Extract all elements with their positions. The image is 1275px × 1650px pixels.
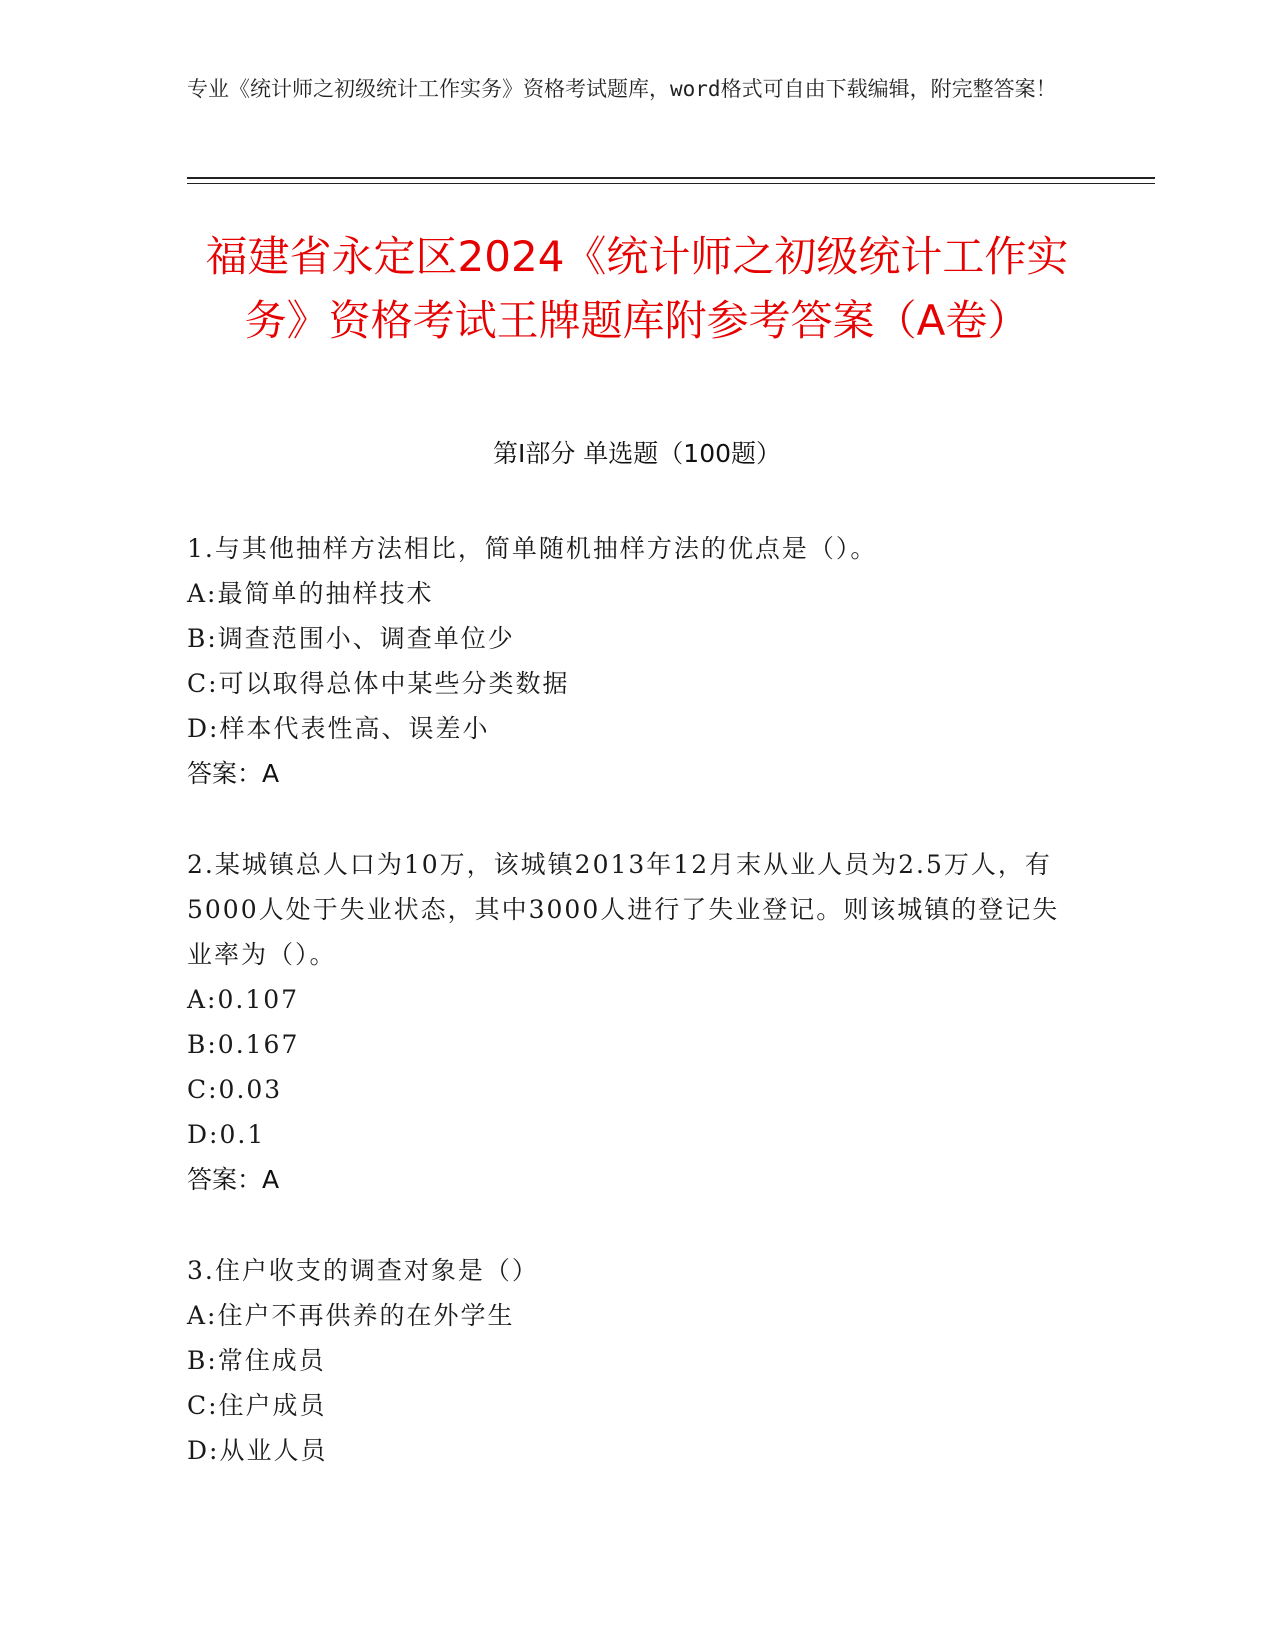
question-1	[187, 526, 1067, 796]
answer-line	[187, 1157, 1067, 1202]
question-stem: 3.住户收支的调查对象是（）	[187, 1256, 539, 1285]
option-d: D:0.1	[187, 1120, 266, 1149]
question-stem: 2.某城镇总人口为10万，该城镇2013年12月末从业人员为2.5万人，有5000人处于失业状态，其中3000人进行了失业登记。则该城镇的登记失业率为（）。	[187, 850, 1060, 969]
header-divider-thin	[187, 183, 1155, 184]
option-a: A:0.107	[187, 985, 300, 1014]
option-b: B:常住成员	[187, 1346, 326, 1375]
answer-label: 答案：	[187, 759, 263, 788]
option-b: B:调查范围小、调查单位少	[187, 624, 515, 653]
question-list	[187, 526, 1067, 1519]
document-title: 福建省永定区2024《统计师之初级统计工作实务》资格考试王牌题库附参考答案（A卷）	[205, 232, 1069, 345]
answer-value: A	[262, 1165, 280, 1194]
question-3	[187, 1248, 1067, 1473]
section-heading: 第Ⅰ部分 单选题（100题）	[492, 439, 782, 468]
question-stem: 1.与其他抽样方法相比，简单随机抽样方法的优点是（）。	[187, 534, 878, 563]
option-d: D:从业人员	[187, 1436, 328, 1465]
option-d: D:样本代表性高、误差小	[187, 714, 490, 743]
option-b: B:0.167	[187, 1030, 300, 1059]
answer-label: 答案：	[187, 1165, 263, 1194]
option-a: A:住户不再供养的在外学生	[187, 1301, 515, 1330]
option-c: C:0.03	[187, 1075, 283, 1104]
answer-value: A	[262, 759, 280, 788]
header-divider-thick	[187, 177, 1155, 179]
option-c: C:可以取得总体中某些分类数据	[187, 669, 570, 698]
option-c: C:住户成员	[187, 1391, 327, 1420]
question-2	[187, 842, 1067, 1202]
option-a: A:最简单的抽样技术	[187, 579, 434, 608]
answer-line	[187, 751, 1067, 796]
header-note: 专业《统计师之初级统计工作实务》资格考试题库，word格式可自由下载编辑，附完整答案！	[187, 77, 1057, 101]
